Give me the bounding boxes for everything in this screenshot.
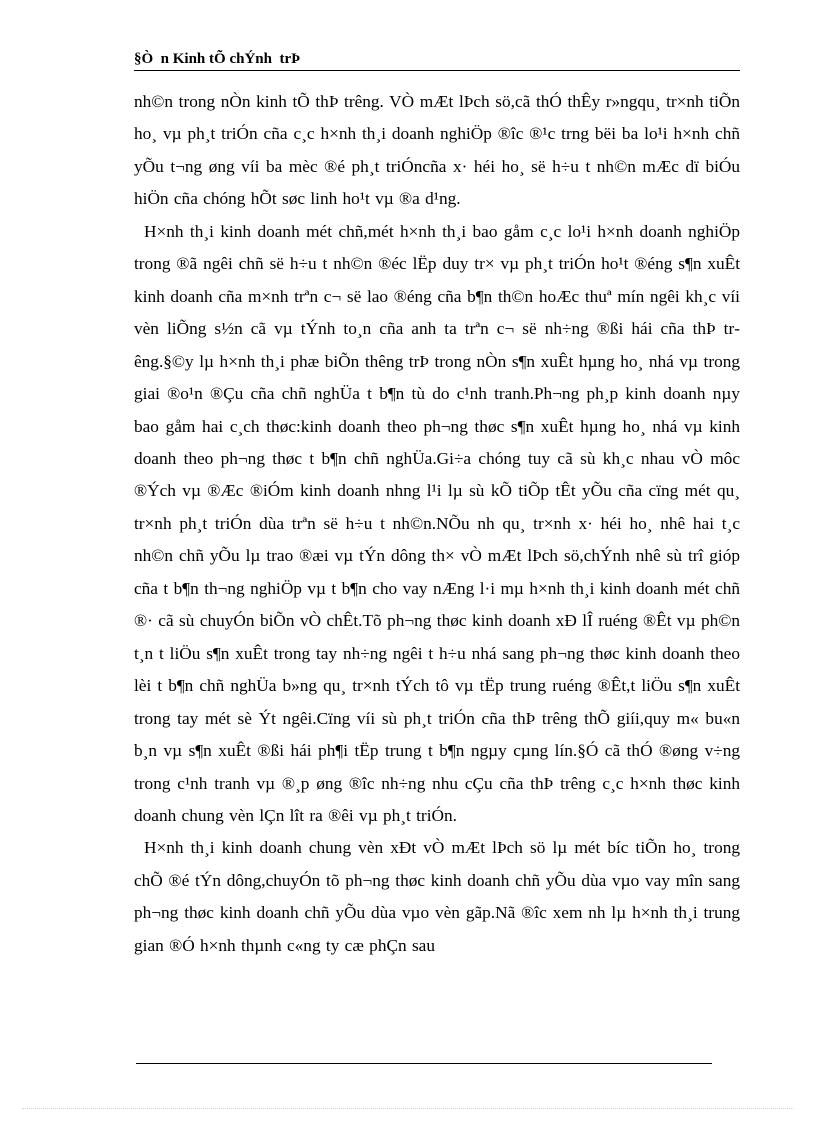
document-body [134, 86, 740, 962]
paragraph-3: H×nh th¸i kinh doanh chung vèn xÐt vÒ mÆt lÞch sö lµ mét bíc tiÕn ho¸ trong chÕ ®é tÝn dông,chuyÓn tõ ph¬ng thøc kinh doanh chñ yÕu dùa vµo vay mîn sang ph¬ng thøc kinh doanh chñ yÕu dùa vµo vèn gãp.Nã ®îc xem nh lµ h×nh th¸i trung gian ®Ó h×nh thµnh c«ng ty cæ phÇn sau [134, 838, 740, 955]
page-header-title: §Ò n Kinh tÕ chÝnh trÞ [134, 51, 301, 67]
footer-rule [136, 1063, 712, 1064]
page-bottom-edge [22, 1108, 794, 1109]
page-header [134, 50, 740, 71]
paragraph-1: nh©n trong nÒn kinh tÕ thÞ trêng. VÒ mÆt lÞch sö,cã thÓ thÊy r»ngqu¸ tr×nh tiÕn ho¸ vµ ph¸t triÓn cña c¸c h×nh th¸i doanh nghiÖp ®îc ®¹c trng bëi ba lo¹i h×nh chñ yÕu t¬ng øng víi ba mèc ®é ph¸t triÓncña x· héi ho¸ së h÷u t nh©n mÆc dï biÓu hiÖn cña chóng hÕt søc linh ho¹t vµ ®a d¹ng. [134, 92, 740, 209]
paragraph-2: H×nh th¸i kinh doanh mét chñ,mét h×nh th¸i bao gåm c¸c lo¹i h×nh doanh nghiÖp trong ®ã ngêi chñ së h÷u t nh©n ®éc lËp duy tr× vµ ph¸t triÓn ho¹t ®éng s¶n xuÊt kinh doanh cña m×nh trªn c¬ së lao ®éng cña b¶n th©n hoÆc thuª mín ngêi kh¸c víi vèn liÕng s½n cã vµ tÝnh to¸n cña anh ta trªn c¬ së nh÷ng ®ßi hái cña thÞ trêng.§©y lµ h×nh th¸i phæ biÕn thêng trÞ trong nÒn s¶n xuÊt hµng ho¸ nhá vµ trong giai ®o¹n ®Çu cña chñ nghÜa t b¶n tù do c¹nh tranh.Ph¬ng ph¸p kinh doanh nµy bao gåm hai c¸ch thøc:kinh doanh theo ph¬ng thøc s¶n xuÊt hµng ho¸ nhá vµ kinh doanh theo ph¬ng thøc t b¶n chñ nghÜa.Gi÷a chóng tuy cã sù kh¸c nhau vÒ môc ®Ých vµ ®Æc ®iÓm kinh doanh nhng l¹i lµ sù kÕ tiÕp tÊt yÕu cña cïng mét qu¸ tr×nh ph¸t triÓn dùa trªn së h÷u t nh©n.NÕu nh qu¸ tr×nh x· héi ho¸ nhê hai t¸c nh©n chñ yÕu lµ trao ®æi vµ tÝn dông th× vÒ mÆt lÞch sö,chÝnh nhê sù trî gióp cña t b¶n th¬ng nghiÖp vµ t b¶n cho vay nÆng l·i mµ h×nh th¸i kinh doanh mét chñ ®· cã sù chuyÓn biÕn vÒ chÊt.Tõ ph¬ng thøc kinh doanh xÐ lÎ ruéng ®Êt vµ ph©n t¸n t liÖu s¶n xuÊt trong tay nh÷ng ngêi t h÷u nhá sang ph¬ng thøc kinh doanh theo lèi t b¶n chñ nghÜa b»ng qu¸ tr×nh tÝch tô vµ tËp trung ruéng ®Êt,t liÖu s¶n xuÊt trong tay mét sè Ýt ngêi.Cïng víi sù ph¸t triÓn cña thÞ trêng thÕ giíi,quy m« bu«n b¸n vµ s¶n xuÊt ®ßi hái ph¶i tËp trung t b¶n ngµy cµng lín.§Ó cã thÓ ®øng v÷ng trong c¹nh tranh vµ ®¸p øng ®îc nh÷ng nhu cÇu cña thÞ trêng c¸c h×nh thøc kinh doanh chung vèn lÇn lît ra ®êi vµ ph¸t triÓn. [134, 221, 740, 825]
